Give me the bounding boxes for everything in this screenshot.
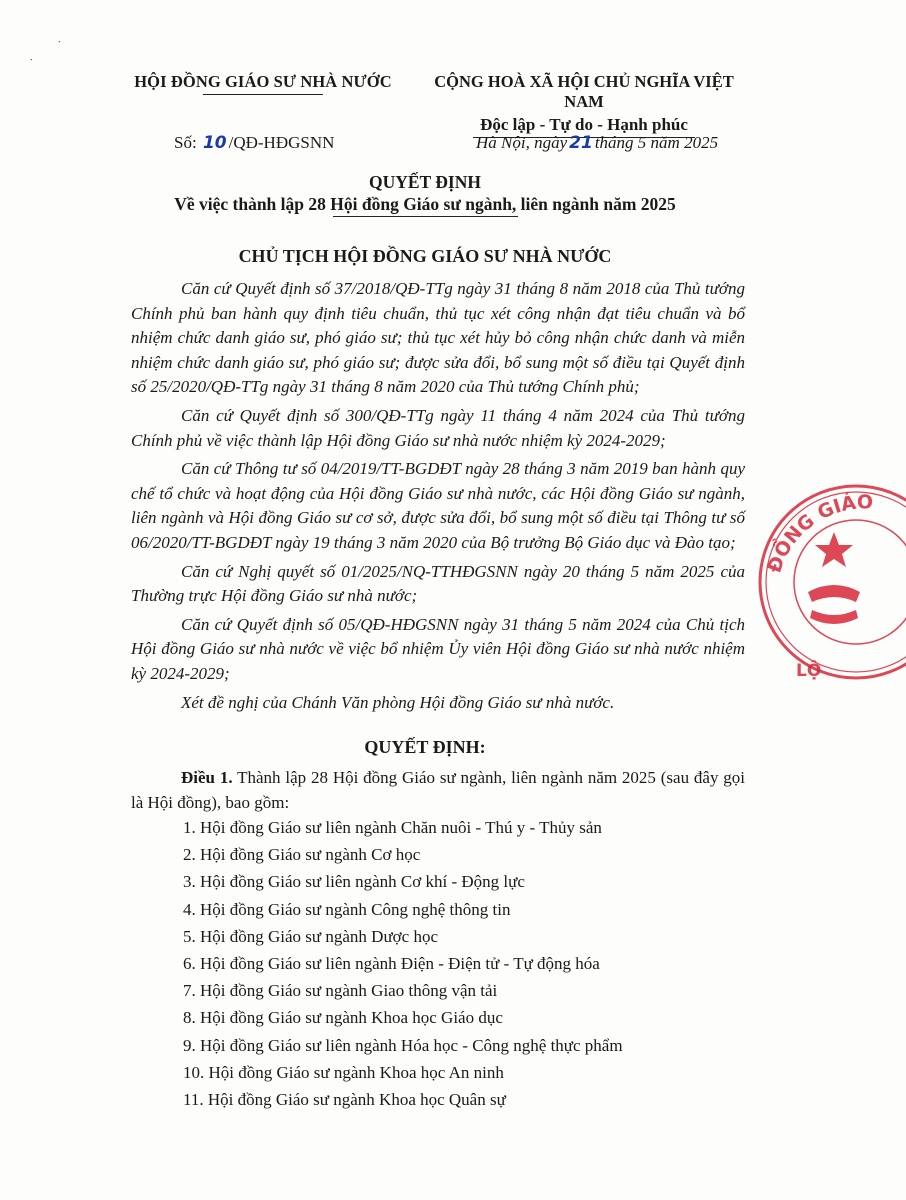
ground-paragraph: Căn cứ Quyết định số 37/2018/QĐ-TTg ngày 31 tháng 8 năm 2018 của Thủ tướng Chính phủ ban hành quy định tiêu chuẩn, thủ tục xét công nhận đạt tiêu chuẩn và bổ nhiệm chức danh giáo sư, phó giáo sư; thủ tục xét hủy bỏ công nhận chức danh và miễn nhiệm chức danh giáo sư, phó giáo sư; được sửa đổi, bổ sung một số điều tại Quyết định số 25/2020/QĐ-TTg ngày 31 tháng 8 năm 2020 của Thủ tướng Chính phủ;: [131, 279, 745, 397]
list-item: 11. Hội đồng Giáo sư ngành Khoa học Quân sự: [183, 1089, 506, 1109]
list-item: 10. Hội đồng Giáo sư ngành Khoa học An ninh: [183, 1062, 504, 1082]
doc-number-suffix: /QĐ-HĐGSNN: [228, 133, 335, 152]
list-item: 2. Hội đồng Giáo sư ngành Cơ học: [183, 845, 421, 865]
decision-subject: Về việc thành lập 28 Hội đồng Giáo sư ngành, liên ngành năm 2025: [174, 194, 676, 214]
decision-subject-block: [0, 194, 850, 217]
national-header: [418, 72, 750, 138]
list-item: 7. Hội đồng Giáo sư ngành Giao thông vận tải: [183, 981, 498, 1001]
org-name: HỘI ĐỒNG GIÁO SƯ NHÀ NƯỚC: [134, 72, 392, 91]
seal-text: ĐỒNG GIÁO: [763, 491, 874, 576]
decision-heading: QUYẾT ĐỊNH:: [364, 737, 486, 757]
date-prefix: Hà Nội, ngày: [476, 133, 568, 152]
official-seal-stamp: [756, 462, 906, 702]
ground-paragraph: Căn cứ Quyết định số 300/QĐ-TTg ngày 11 tháng 4 năm 2024 của Thủ tướng Chính phủ về việc thành lập Hội đồng Giáo sư nhà nước nhiệm kỳ 2024-2029;: [131, 405, 745, 450]
decision-title: QUYẾT ĐỊNH: [369, 172, 481, 192]
ground-paragraph: Xét đề nghị của Chánh Văn phòng Hội đồng Giáo sư nhà nước.: [181, 692, 615, 712]
date-line: [476, 133, 718, 153]
ground-paragraph: Căn cứ Quyết định số 05/QĐ-HĐGSNN ngày 31 tháng 5 năm 2024 của Chủ tịch Hội đồng Giáo sư nhà nước về việc bổ nhiệm Ủy viên Hội đồng Giáo sư nhà nước nhiệm kỳ 2024-2029;: [131, 614, 745, 683]
list-item: 9. Hội đồng Giáo sư liên ngành Hóa học - Công nghệ thực phẩm: [183, 1035, 623, 1055]
national-motto: Độc lập - Tự do - Hạnh phúc: [480, 115, 688, 134]
article-1-label: Điều 1.: [181, 768, 233, 787]
country-name: CỘNG HOÀ XÃ HỘI CHỦ NGHĨA VIỆT NAM: [434, 72, 734, 111]
date-suffix: tháng 5 năm 2025: [594, 133, 719, 152]
document-number: [174, 133, 334, 153]
list-item: 1. Hội đồng Giáo sư liên ngành Chăn nuôi - Thú y - Thủy sản: [183, 818, 602, 837]
list-item: 8. Hội đồng Giáo sư ngành Khoa học Giáo dục: [183, 1008, 503, 1028]
legal-grounds: [131, 277, 745, 719]
article-1-text: Thành lập 28 Hội đồng Giáo sư ngành, liên ngành năm 2025 (sau đây gọi là Hội đồng), bao gồm:: [131, 768, 746, 812]
doc-number-prefix: Số:: [174, 133, 197, 152]
article-1: [131, 766, 745, 815]
seal-bottom-text: LỘ: [796, 661, 822, 681]
list-item: 4. Hội đồng Giáo sư ngành Công nghệ thông tin: [183, 899, 511, 919]
subject-underline: [333, 216, 518, 217]
ground-paragraph: Căn cứ Nghị quyết số 01/2025/NQ-TTHĐGSNN ngày 20 tháng 5 năm 2025 của Thường trực Hội đồng Giáo sư nhà nước;: [131, 561, 745, 606]
issuing-authority-title: CHỦ TỊCH HỘI ĐỒNG GIÁO SƯ NHÀ NƯỚC: [238, 246, 612, 266]
issuing-authority: [118, 72, 408, 95]
date-day-handwritten: 21: [569, 133, 593, 153]
ground-paragraph: Căn cứ Thông tư số 04/2019/TT-BGDĐT ngày 28 tháng 3 năm 2019 ban hành quy chế tổ chức và hoạt động của Hội đồng Giáo sư nhà nước, các Hội đồng Giáo sư ngành, liên ngành và Hội đồng Giáo sư cơ sở, được sửa đổi, bổ sung một số điều tại Thông tư số 06/2020/TT-BGDĐT ngày 19 tháng 3 năm 2020 của Bộ trưởng Bộ Giáo dục và Đào tạo;: [131, 459, 745, 552]
scan-speck: ˑ: [58, 38, 62, 49]
doc-number-handwritten: 10: [202, 133, 227, 153]
list-item: 5. Hội đồng Giáo sư ngành Dược học: [183, 926, 438, 946]
list-item: 6. Hội đồng Giáo sư liên ngành Điện - Điện tử - Tự động hóa: [183, 953, 600, 973]
list-item: 3. Hội đồng Giáo sư liên ngành Cơ khí - Động lực: [183, 872, 525, 892]
scan-speck: ˑ: [30, 56, 34, 67]
council-list: [183, 814, 623, 1113]
org-underline: [203, 94, 323, 95]
